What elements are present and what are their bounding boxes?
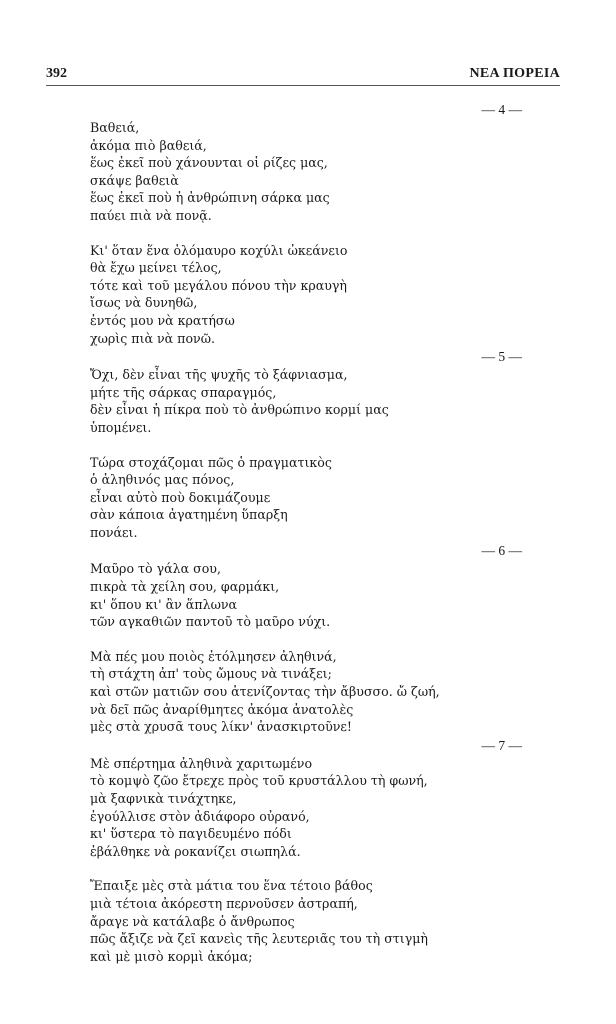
verse-line: Τώρα στοχάζομαι πῶς ὁ πραγματικὸς [90,454,332,470]
stanza [90,242,530,348]
verse-line: θὰ ἔχω μείνει τέλος, [90,260,222,276]
stanza [90,877,530,965]
verse-line: καὶ στῶν ματιῶν σου ἀτενίζοντας τὴν ἄβυσσο. ὤ ζωή, [90,684,440,700]
poem-section-4 [90,100,530,347]
verse-line: μὲς στὰ χρυσᾶ τους λίκν' ἀνασκιρτοῦνε! [90,719,352,735]
stanza [90,454,530,542]
verse-line: Ὄχι, δὲν εἶναι τῆς ψυχῆς τὸ ξάφνιασμα, [90,367,348,383]
verse-line: πονάει. [90,524,138,540]
stanza-gap [90,631,530,648]
verse-line: κι' ὅπου κι' ἂν ἅπλωνα [90,596,238,612]
verse-line: Μὲ σπέρτημα ἀληθινὰ χαριτωμένο [90,755,313,771]
verse-line: σκάψε βαθειὰ [90,172,179,188]
stanza [90,648,530,736]
page-number: 392 [46,66,67,81]
verse-line: μήτε τῆς σάρκας σπαραγμός, [90,384,277,400]
verse-line: κι' ὕστερα τὸ παγιδευμένο πόδι [90,826,292,842]
page-header [46,66,560,86]
poem-section-5 [90,347,530,541]
verse-line: Μὰ πές μου ποιὸς ἐτόλμησεν ἀληθινά, [90,648,337,664]
poem [90,100,530,965]
section-number: — 6 — [481,543,522,559]
verse-line: ἄραγε νὰ κατάλαβε ὁ ἄνθρωπος [90,913,295,929]
stanza [90,366,530,436]
verse-line: ἴσως νὰ δυνηθῶ, [90,295,198,311]
verse-line: ἕως ἐκεῖ ποὺ ἡ ἀνθρώπινη σάρκα μας [90,190,330,206]
verse-line: ἕως ἐκεῖ ποὺ χάνουνται οἱ ρίζες μας, [90,155,328,171]
verse-line: πικρὰ τὰ χείλη σου, φαρμάκι, [90,579,280,595]
verse-line: ἐντός μου νὰ κρατήσω [90,312,235,328]
verse-line: ὁ ἀληθινός μας πόνος, [90,472,235,488]
verse-line: μὰ ξαφνικὰ τινάχτηκε, [90,791,237,806]
verse-line: τῶν αγκαθιῶν παντοῦ τὸ μαῦρο νύχι. [90,614,331,630]
stanza-gap [90,860,530,877]
stanza-gap [90,437,530,454]
verse-line: τὸ κομψὸ ζῶο ἔτρεχε πρὸς τοῦ κρυστάλλου τὴ φωνή, [90,773,428,789]
stanza [90,560,530,630]
verse-line: Ἔπαιξε μὲς στὰ μάτια του ἕνα τέτοιο βάθος [90,878,373,894]
stanza [90,119,530,225]
section-number: — 4 — [481,102,522,117]
running-title: ΝΕΑ ΠΟΡΕΙΑ [469,66,560,81]
poem-section-6 [90,541,530,735]
section-number: — 7 — [481,737,522,753]
verse-line: χωρὶς πιὰ νὰ πονῶ. [90,330,215,346]
verse-line: δὲν εἶναι ἡ πίκρα ποὺ τὸ ἀνθρώπινο κορμί μας [90,402,389,418]
verse-line: Κι' ὅταν ἕνα ὁλόμαυρο κοχύλι ὠκεάνειο [90,242,348,258]
verse-line: νὰ δεῖ πῶς ἀναρίθμητες ἀκόμα ἀνατολὲς [90,701,354,717]
verse-line: ἐγούλλισε στὸν ἀδιάφορο οὐρανό, [90,808,310,824]
verse-line: μιὰ τέτοια ἀκόρεστη περνοῦσεν ἀστραπή, [90,895,358,911]
verse-line: τότε καὶ τοῦ μεγάλου πόνου τὴν κραυγὴ [90,277,347,293]
verse-line: τὴ στάχτη ἀπ' τοὺς ὤμους νὰ τινάξει; [90,666,332,682]
verse-line: σὰν κάποια ἀγατημένη ὕπαρξη [90,507,288,523]
stanza [90,755,530,861]
verse-line: πῶς ἄξιζε νὰ ζεῖ κανεὶς τῆς λευτεριᾶς του τὴ στιγμὴ [90,931,428,947]
verse-line: καὶ μὲ μισὸ κορμὶ ἀκόμα; [90,948,253,964]
verse-line: εἶναι αὐτὸ ποὺ δοκιμάζουμε [90,489,271,505]
verse-line: ἐβάλθηκε νὰ ροκανίζει σιωπηλά. [90,843,301,859]
verse-line: παύει πιὰ νὰ πονᾷ. [90,207,212,223]
stanza-gap [90,225,530,242]
verse-line: Βαθειά, [90,120,140,135]
poem-section-7 [90,736,530,966]
verse-line: ὑπομένει. [90,419,152,435]
verse-line: ἀκόμα πιὸ βαθειά, [90,137,207,153]
verse-line: Μαῦρο τὸ γάλα σου, [90,561,221,577]
section-number: — 5 — [481,349,522,365]
header-rule [46,85,560,86]
